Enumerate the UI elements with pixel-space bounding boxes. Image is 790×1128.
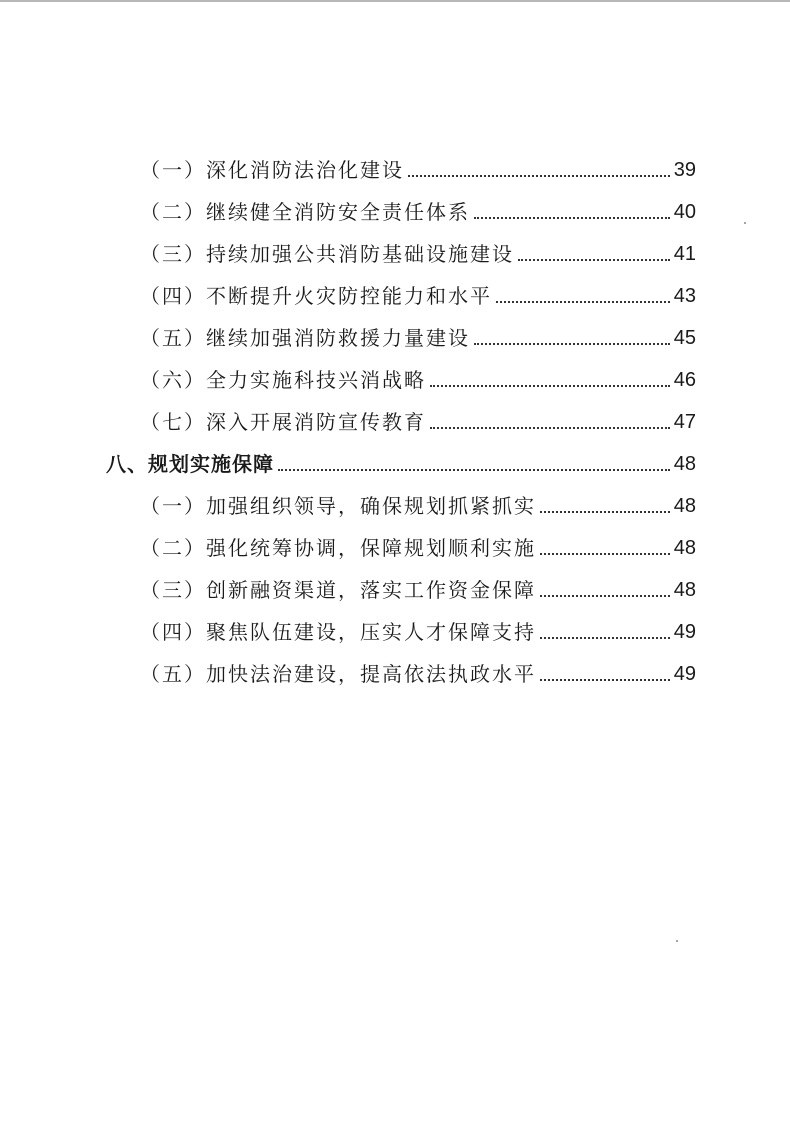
- toc-page-number: 48: [673, 453, 696, 475]
- toc-entry[interactable]: [140, 236, 696, 266]
- toc-entry-title: （六）全力实施科技兴消战略: [140, 368, 426, 392]
- dot-leader: [474, 217, 670, 219]
- toc-page-number: 41: [673, 243, 696, 265]
- toc-entry[interactable]: [140, 656, 696, 686]
- toc-entry-title: （三）持续加强公共消防基础设施建设: [140, 242, 514, 266]
- toc-page-number: 46: [673, 369, 696, 391]
- toc-entry[interactable]: [140, 530, 696, 560]
- dot-leader: [540, 511, 670, 513]
- dot-leader: [430, 385, 670, 387]
- toc-page-number: 43: [673, 285, 696, 307]
- dot-leader: [540, 679, 670, 681]
- toc-page-number: 47: [673, 411, 696, 433]
- toc-entry[interactable]: [140, 572, 696, 602]
- toc-entry-title: （二）继续健全消防安全责任体系: [140, 200, 470, 224]
- toc-chapter-entry[interactable]: [106, 446, 696, 476]
- toc-entry[interactable]: [140, 362, 696, 392]
- dot-leader: [540, 595, 670, 597]
- toc-entry-title: （二）强化统筹协调，保障规划顺利实施: [140, 536, 536, 560]
- toc-entry[interactable]: [140, 488, 696, 518]
- toc-entry[interactable]: [140, 194, 696, 224]
- toc-entry[interactable]: [140, 614, 696, 644]
- toc-page-number: 39: [673, 159, 696, 181]
- toc-entry[interactable]: [140, 152, 696, 182]
- toc-page-number: 45: [673, 327, 696, 349]
- toc-chapter-title: 八、规划实施保障: [106, 452, 274, 476]
- toc-entry-title: （四）不断提升火灾防控能力和水平: [140, 284, 492, 308]
- toc-page-number: 48: [673, 495, 696, 517]
- dot-leader: [496, 301, 670, 303]
- toc-entry-title: （七）深入开展消防宣传教育: [140, 410, 426, 434]
- toc-entry-title: （一）深化消防法治化建设: [140, 158, 404, 182]
- toc-entry[interactable]: [140, 278, 696, 308]
- page-top-edge: [0, 0, 790, 2]
- toc-page-number: 49: [673, 621, 696, 643]
- toc-entry[interactable]: [140, 320, 696, 350]
- toc-entry-title: （五）继续加强消防救援力量建设: [140, 326, 470, 350]
- toc-entry-title: （三）创新融资渠道，落实工作资金保障: [140, 578, 536, 602]
- scan-speck: [676, 940, 678, 942]
- toc-entry-title: （四）聚焦队伍建设，压实人才保障支持: [140, 620, 536, 644]
- toc-entry-title: （一）加强组织领导，确保规划抓紧抓实: [140, 494, 536, 518]
- dot-leader: [518, 259, 670, 261]
- toc-entry[interactable]: [140, 404, 696, 434]
- toc-page-number: 49: [673, 663, 696, 685]
- toc-entry-title: （五）加快法治建设，提高依法执政水平: [140, 662, 536, 686]
- toc-page-number: 48: [673, 579, 696, 601]
- dot-leader: [540, 637, 670, 639]
- toc-page-number: 48: [673, 537, 696, 559]
- toc-page-number: 40: [673, 201, 696, 223]
- dot-leader: [474, 343, 670, 345]
- dot-leader: [278, 469, 670, 471]
- scan-speck: [744, 222, 746, 224]
- dot-leader: [540, 553, 670, 555]
- dot-leader: [430, 427, 670, 429]
- dot-leader: [408, 175, 670, 177]
